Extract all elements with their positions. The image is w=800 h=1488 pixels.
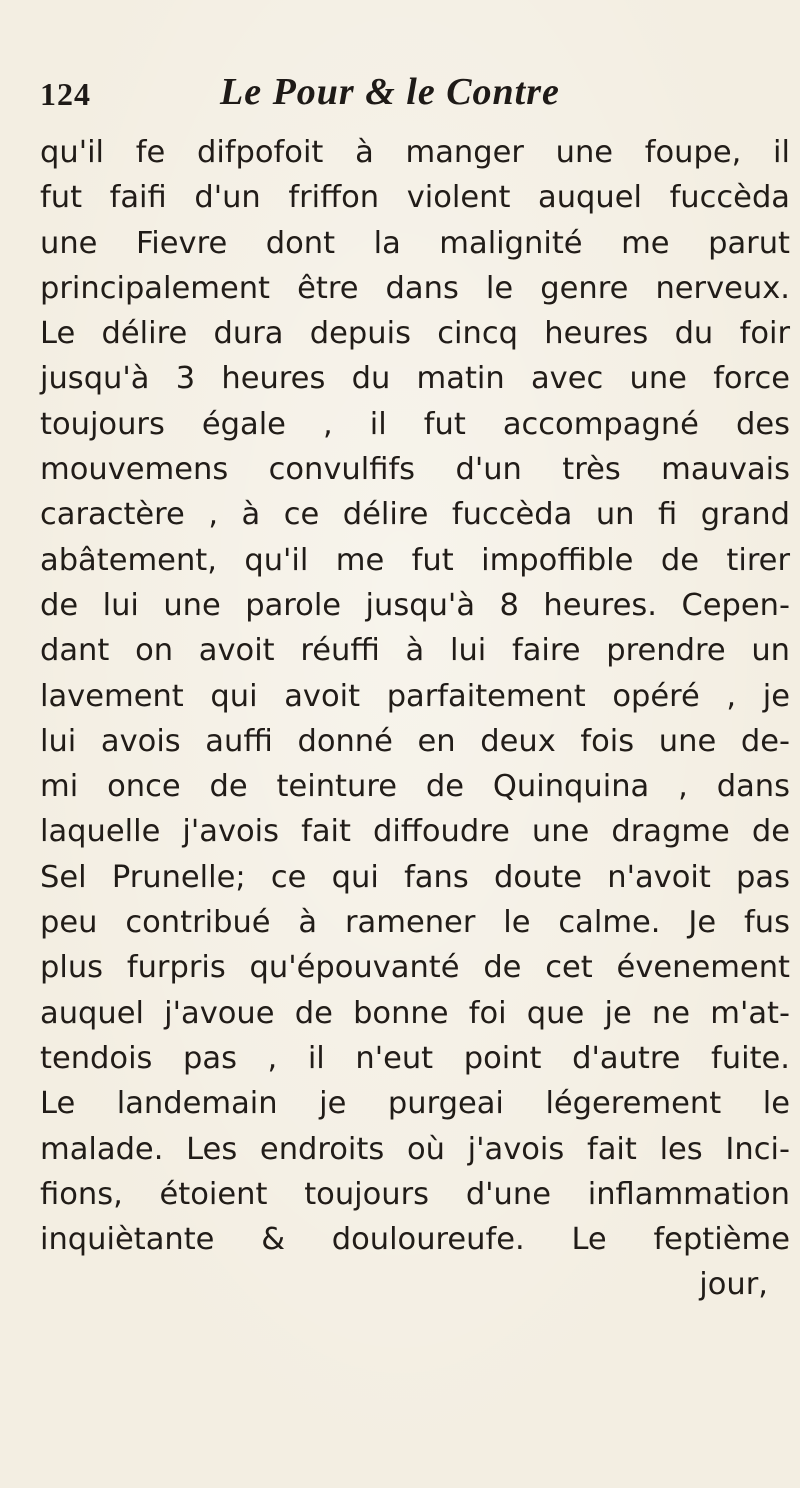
text-line: lavement qui avoit parfaitement opéré , je	[40, 678, 790, 714]
text-line: caractère , à ce délire fuccèda un fi grand	[40, 497, 790, 533]
body-text	[40, 130, 790, 1308]
text-line: une Fievre dont la malignité me parut	[40, 225, 790, 261]
text-line: tendois pas , il n'eut point d'autre fuite.	[40, 1040, 790, 1076]
text-line: Le landemain je purgeai légerement le	[40, 1086, 790, 1122]
text-line: toujours égale , il fut accompagné des	[40, 406, 790, 442]
text-line: abâtement, qu'il me fut impoffible de tirer	[40, 542, 790, 578]
text-line: mi once de teinture de Quinquina , dans	[40, 769, 790, 805]
text-line: fions, étoient toujours d'une inflammation	[40, 1176, 790, 1212]
page-number: 124	[40, 76, 91, 112]
text-line: principalement être dans le genre nerveux.	[40, 270, 790, 306]
catchword: jour,	[699, 1267, 768, 1303]
text-line: qu'il fe difpofoit à manger une foupe, il	[40, 135, 790, 170]
text-line: lui avois auffi donné en deux fois une de-	[40, 723, 790, 759]
text-line: auquel j'avoue de bonne foi que je ne m'at-	[40, 995, 790, 1031]
text-line: plus furpris qu'épouvanté de cet évenement	[40, 950, 790, 986]
running-title: Le Pour & le Contre	[220, 71, 560, 113]
text-line: jusqu'à 3 heures du matin avec une force	[40, 361, 790, 397]
text-line: Sel Prunelle; ce qui fans doute n'avoit pas	[40, 859, 790, 895]
text-line: fut faifi d'un friffon violent auquel fuccèda	[40, 180, 790, 216]
text-line: de lui une parole jusqu'à 8 heures. Cepen-	[40, 587, 790, 623]
text-line: Le délire dura depuis cincq heures du foir	[40, 316, 790, 352]
text-line: laquelle j'avois fait diffoudre une dragme de	[40, 814, 790, 850]
text-line: malade. Les endroits où j'avois fait les Inci-	[40, 1131, 790, 1167]
text-line: inquiètante & douloureufe. Le feptième	[40, 1222, 790, 1258]
text-line: mouvemens convulfifs d'un très mauvais	[40, 452, 790, 488]
page-header	[40, 70, 780, 120]
text-line: peu contribué à ramener le calme. Je fus	[40, 905, 790, 941]
text-line: dant on avoit réuffi à lui faire prendre un	[40, 633, 790, 669]
